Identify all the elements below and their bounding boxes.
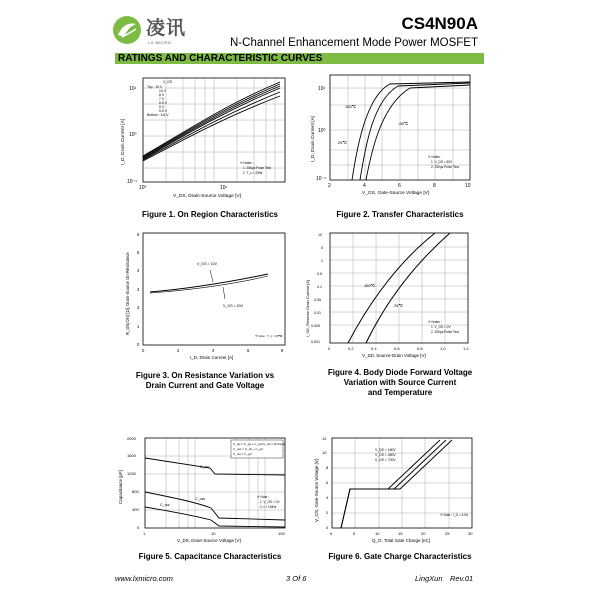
svg-text:2: 2 [177,348,180,353]
svg-text:※ Note :: ※ Note : [257,495,270,499]
svg-text:2. 250μs Pulse Test: 2. 250μs Pulse Test [431,165,459,169]
svg-text:6.5 V: 6.5 V [159,101,167,105]
figure-2-ytick-3: 10⁻¹ [316,176,326,182]
figure-6-yticks [322,436,329,530]
figure-2-notes [428,155,459,169]
figure-3-ylabel: R_DS(ON) [Ω], Drain-Source On-Resistance [125,252,130,335]
figure-5-notes [257,495,280,509]
svg-text:0: 0 [137,342,140,347]
svg-text:0.001: 0.001 [311,340,320,344]
figure-3-note: ※ Note : T_c = 25℃ [255,334,283,338]
footer-company: LingXun [415,574,443,583]
svg-text:1. V_DS = 50V: 1. V_DS = 50V [431,160,453,164]
figure-2-xtick-4: 8 [433,183,436,189]
svg-text:10: 10 [322,450,327,455]
figure-4-label-150c: 150℃ [364,283,376,288]
svg-text:5: 5 [321,246,323,250]
figure-6-xticks [330,531,473,536]
svg-text:※ Notes :: ※ Notes : [240,161,254,165]
company-logo-icon [112,15,142,45]
figure-2-ylabel: I_D, Drain Current [A] [311,115,316,162]
footer-page: 3 Of 6 [286,574,307,583]
figure-5-caption: Figure 5. Capacitance Characteristics [138,552,282,561]
svg-text:20: 20 [421,531,426,536]
figure-2-xtick-2: 4 [363,183,366,189]
figure-1-plot [115,70,295,205]
svg-text:0.2: 0.2 [348,346,354,351]
figure-3-frame [143,233,285,345]
svg-text:1: 1 [321,259,323,263]
svg-text:100: 100 [278,531,285,536]
svg-text:Top : 15 V: Top : 15 V [147,85,163,89]
svg-text:7 V: 7 V [159,97,165,101]
svg-text:25: 25 [445,531,450,536]
figure-6-xlabel: Q_G, Total Gate Charge [nC] [372,538,430,543]
figure-3-yticks [137,232,140,347]
figure-3-xticks [142,348,284,353]
svg-text:0.4: 0.4 [371,346,377,351]
figure-2-ytick-2: 10⁰ [318,128,326,134]
part-number: CS4N90A [401,14,478,33]
svg-text:6 V: 6 V [159,105,165,109]
svg-text:0: 0 [326,525,329,530]
svg-text:0.1: 0.1 [317,285,322,289]
svg-text:0.05: 0.05 [314,298,321,302]
document-subtitle: N-Channel Enhancement Mode Power MOSFET [230,37,478,49]
figure-3-label-20v: V_GS = 20V [223,304,244,308]
logo-chinese-text: 凌讯 [146,17,187,39]
figure-3-label-10v: V_GS = 10V [197,262,218,266]
figure-3-plot [115,225,295,365]
svg-text:6: 6 [137,232,140,237]
figure-3-curve-10v [150,274,268,292]
figure-1-notes [240,161,271,175]
figure-4-notes [428,320,459,334]
svg-text:1. V_GS = 0V: 1. V_GS = 0V [260,500,280,504]
svg-text:C_rss = C_gd: C_rss = C_gd [233,452,252,456]
figure-5-ylabel: Capacitance [pF] [118,469,123,504]
svg-text:V_DS = 450V: V_DS = 450V [375,453,396,457]
figure-2-label-25c: 25℃ [338,140,347,145]
svg-text:V_DS = 180V: V_DS = 180V [375,448,396,452]
svg-text:1.0: 1.0 [440,346,446,351]
svg-text:8 V: 8 V [159,93,165,97]
svg-text:5.5 V: 5.5 V [159,109,167,113]
svg-text:※ Notes :: ※ Notes : [428,320,442,324]
svg-text:※ Notes :: ※ Notes : [428,155,442,159]
svg-text:6: 6 [326,480,329,485]
figure-4-caption: Figure 4. Body Diode Forward Voltage Variation with Source Current and Temperature [327,368,473,397]
figure-1-xlabel: V_DS, Drain-Source Voltage [V] [173,194,241,199]
figure-3-xlabel: I_D, Drain Current [A] [190,355,234,360]
svg-text:V_DS = 720V: V_DS = 720V [375,458,396,462]
svg-text:8: 8 [281,348,284,353]
svg-text:3: 3 [137,287,140,292]
figure-1-caption: Figure 1. On Region Characteristics [141,210,279,219]
svg-text:V_GS: V_GS [163,80,173,84]
svg-text:0.005: 0.005 [311,324,320,328]
figure-2-label-150c: 150℃ [345,104,357,109]
svg-text:2. f = 1MHz: 2. f = 1MHz [260,505,277,509]
figure-6-plot [310,432,490,547]
footer-website[interactable]: www.lxmicro.com [115,574,173,583]
figure-2-xlabel: V_GS, Gate-Source Voltage [V] [362,191,430,196]
svg-text:C_oss = C_ds + C_gd: C_oss = C_ds + C_gd [233,447,263,451]
figure-2-xtick-1: 2 [328,183,331,189]
svg-text:0: 0 [328,346,331,351]
svg-text:1: 1 [143,531,146,536]
svg-text:0: 0 [330,531,333,536]
figure-4-ylabel: I_SD, Reverse Drain Current [A] [305,279,310,337]
svg-text:0: 0 [137,525,140,530]
figure-1-legend [147,80,173,117]
figure-6-caption: Figure 6. Gate Charge Characteristics [328,552,472,561]
svg-text:800: 800 [132,489,139,494]
figure-2-ytick-1: 10¹ [318,86,326,92]
figure-3-caption: Figure 3. On Resistance Variation vs Drain Current and Gate Voltage [135,371,275,390]
svg-text:5: 5 [353,531,356,536]
svg-text:15: 15 [398,531,403,536]
figure-5-label-ciss: C_iss [200,465,209,469]
svg-text:0.5: 0.5 [317,272,322,276]
svg-text:1200: 1200 [127,471,136,476]
section-title: RATINGS AND CHARACTERISTIC CURVES [118,53,323,64]
figure-1-xtick-2: 10¹ [220,185,228,191]
figure-5-xticks [143,531,285,536]
figure-2-xtick-3: 6 [398,183,401,189]
figure-5-label-crss: C_rss [160,503,170,507]
svg-text:0.01: 0.01 [314,311,321,315]
svg-text:1: 1 [137,324,140,329]
svg-text:4: 4 [212,348,215,353]
figure-6-curves [341,440,452,528]
figure-4-plot [305,225,490,365]
figure-2-label-minus55c: -55℃ [398,121,409,126]
svg-text:10: 10 [318,233,322,237]
svg-text:2. 250μs Pulse Test: 2. 250μs Pulse Test [431,330,459,334]
svg-text:1. V_GS = 0V: 1. V_GS = 0V [431,325,451,329]
svg-text:10 V: 10 V [159,89,166,93]
figure-1-ytick-3: 10⁻¹ [127,179,137,185]
svg-text:2: 2 [137,305,140,310]
figure-1-xtick-1: 10⁰ [139,185,147,191]
figure-4-label-25c: 25℃ [394,303,403,308]
svg-text:1. 250μs Pulse Test: 1. 250μs Pulse Test [243,166,271,170]
figure-4-xticks [328,346,469,351]
figure-5-yticks [127,436,140,530]
svg-text:10: 10 [211,531,216,536]
svg-text:4: 4 [326,495,329,500]
svg-text:2000: 2000 [127,436,136,441]
svg-text:0.8: 0.8 [417,346,423,351]
logo-english-text: LX MICRO [148,40,172,45]
figure-6-note: ※ Note : I_D = 4.0A [440,513,469,517]
footer-revision: Rev.01 [450,574,474,583]
svg-text:0: 0 [142,348,145,353]
svg-text:30: 30 [468,531,473,536]
figure-4-xlabel: V_SD, Source-Drain Voltage [V] [362,353,426,358]
svg-text:8: 8 [326,465,329,470]
svg-text:2: 2 [326,510,329,515]
figure-2-plot [310,70,490,205]
svg-text:1600: 1600 [127,453,136,458]
svg-text:Bottom : 4.5 V: Bottom : 4.5 V [147,113,169,117]
svg-text:0.6: 0.6 [394,346,400,351]
figure-1-ylabel: I_D, Drain Current [A] [121,118,126,165]
svg-text:12: 12 [322,436,327,441]
figure-2-caption: Figure 2. Transfer Characteristics [336,210,464,219]
svg-text:5: 5 [137,250,140,255]
figure-4-yticks [311,233,323,344]
figure-6-labels [375,448,396,462]
svg-text:1.2: 1.2 [463,346,469,351]
figure-5-xlabel: V_DS, Drain-Source Voltage [V] [177,538,241,543]
figure-5-label-coss: C_oss [195,497,206,501]
svg-text:C_iss = C_gs + C_gd (C_ds = sh: C_iss = C_gs + C_gd (C_ds = shorted) [233,442,285,446]
svg-text:4: 4 [137,268,140,273]
svg-text:2. T_c = 25℃: 2. T_c = 25℃ [243,171,263,175]
figure-1-ytick-1: 10¹ [129,86,137,92]
svg-text:6: 6 [247,348,250,353]
figure-1-ytick-2: 10⁰ [129,132,137,138]
svg-text:10: 10 [375,531,380,536]
figure-6-ylabel: V_GS, Gate-Source Voltage [V] [314,458,319,522]
figure-2-xtick-5: 10 [465,183,471,189]
svg-text:400: 400 [132,507,139,512]
figure-5-plot [115,432,295,547]
